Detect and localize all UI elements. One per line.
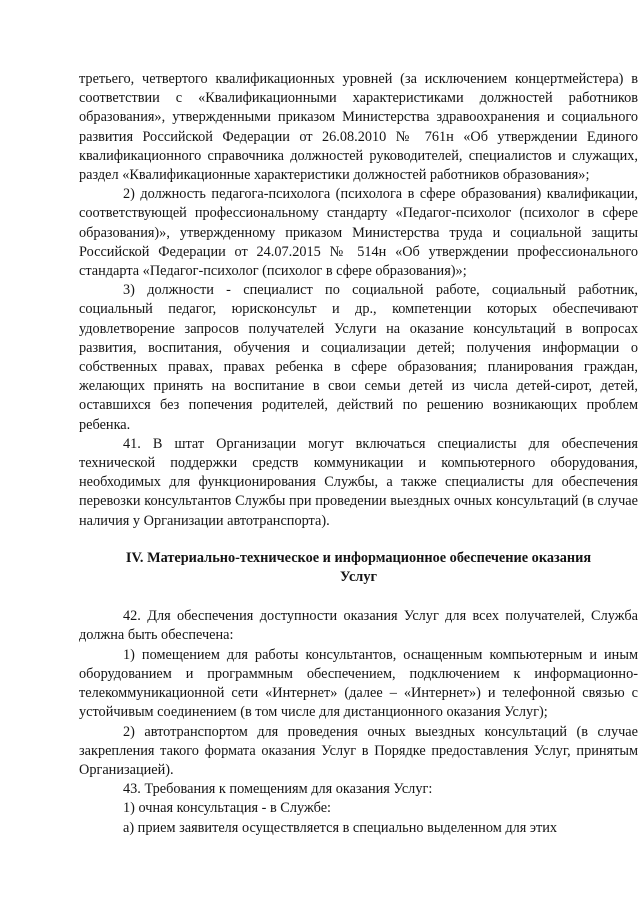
section-heading: IV. Материально-техническое и информационное обеспечение оказания Услуг bbox=[125, 549, 592, 586]
paragraph: 2) автотранспортом для проведения очных выездных консультаций (в случае закрепления такого формата оказания Услуг в Порядке предоставления Услуг, принятым Организацией). bbox=[79, 723, 638, 778]
paragraph: 1) очная консультация - в Службе: bbox=[123, 800, 332, 817]
paragraph: 42. Для обеспечения доступности оказания Услуг для всех получателей, Служба должна быть обеспечена: bbox=[79, 608, 638, 644]
paragraph: третьего, четвертого квалификационных уровней (за исключением концертмейстера) в соответствии с «Квалификационными характеристиками должностей работников образования», утвержденными приказом Министерства здравоохранения и социального развития Российской Федерации от 26.08.2010 № 761н «Об утверждении Единого квалификационного справочника должностей руководителей, специалистов и служащих, раздел «Квалификационные характеристики должностей работников образования»; bbox=[79, 71, 638, 184]
text-column bbox=[79, 70, 638, 905]
paragraph: 41. В штат Организации могут включаться специалисты для обеспечения технической поддержки средств коммуникации и компьютерного оборудования, необходимых для функционирования Службы, а также специалисты для обеспечения перевозки консультантов Службы при проведении выездных очных консультаций (в случае наличия у Организации автотранспорта). bbox=[79, 435, 638, 529]
paragraph: 1) помещением для работы консультантов, оснащенным компьютерным и иным оборудованием и программным обеспечением, подключением к информационно-телекоммуникационной сети «Интернет» (далее – «Интернет») и телефонной связью с устойчивым соединением (в том числе для дистанционного оказания Услуг); bbox=[79, 646, 638, 721]
paragraph: 43. Требования к помещениям для оказания Услуг: bbox=[123, 781, 433, 798]
paragraph: 3) должности - специалист по социальной работе, социальный работник, социальный педагог, юрисконсульт и др., компетенции которых обеспечивают удовлетворение запросов получателей Услуги на оказание консультаций в вопросах развития, воспитания, обучения и социализации детей; получения информации о собственных правах, правах ребенка в сфере образования; планирования граждан, желающих принять на воспитание в свои семьи детей из числа детей-сирот, детей, оставшихся без попечения родителей, действий по решению возникающих проблем ребенка. bbox=[79, 282, 638, 433]
paragraph: 2) должность педагога-психолога (психолога в сфере образования) квалификации, соответствующей профессиональному стандарту «Педагог-психолог (психолог в сфере образования)», утвержденному приказом Министерства труда и социальной защиты Российской Федерации от 24.07.2015 № 514н «Об утверждении профессионального стандарта «Педагог-психолог (психолог в сфере образования)»; bbox=[79, 186, 638, 280]
paragraph: а) прием заявителя осуществляется в специально выделенном для этих bbox=[123, 819, 558, 836]
